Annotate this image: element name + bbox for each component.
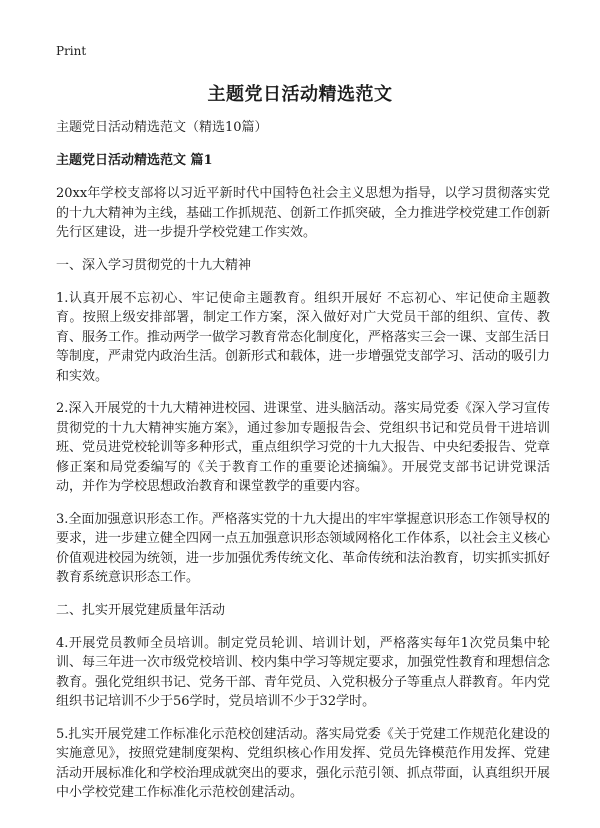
paragraph-item-3: 3.全面加强意识形态工作。严格落实党的十九大提出的牢牢掌握意识形态工作领导权的要求，进一步建立健全四网一点五加强意识形态领域网格化工作体系，以社会主义核心价值观进校园为统领，进一步加强优秀传统文化、革命传统和法治教育，切实抓实抓好教育系统意识形态工作。 <box>56 511 551 585</box>
paragraph-item-2: 2.深入开展党的十九大精神进校园、进课堂、进头脑活动。落实局党委《深入学习宣传贯彻党的十九大精神实施方案》，通过参加专题报告会、党组织书记和党员骨干进培训班、党员进党校轮训等多种形式，重点组织学习党的十九大报告、中央纪委报告、党章修正案和局党委编写的《关于教育工作的重要论述摘编》。开展党支部书记讲党课活动，并作为学校思想政治教育和课堂教学的重要内容。 <box>56 401 551 494</box>
document-body <box>56 118 550 816</box>
paragraph-item-4: 4.开展党员教师全员培训。制定党员轮训、培训计划，严格落实每年1次党员集中轮训、每三年进一次市级党校培训、校内集中学习等规定要求，加强党性教育和理想信念教育。强化党组织书记、党务干部、青年党员、入党积极分子等重点人群教育。年内党组织书记培训不少于56学时，党员培训不少于32学时。 <box>56 635 551 709</box>
intro-paragraph: 20xx年学校支部将以习近平新时代中国特色社会主义思想为指导，以学习贯彻落实党的十九大精神为主线，基础工作抓规范、创新工作抓突破，全力推进学校党建工作创新先行区建设，进一步提升学校党建工作实效。 <box>56 186 551 240</box>
paragraph-item-1: 1.认真开展不忘初心、牢记使命主题教育。组织开展好 不忘初心、牢记使命主题教育。按照上级安排部署，制定工作方案，深入做好对广大党员干部的组织、宣传、教育、服务工作。推动两学一做学习教育常态化制度化，严格落实三会一课、支部生活日等制度，严肃党内政治生活。创新形式和载体，进一步增强党支部学习、活动的吸引力和实效。 <box>56 290 551 384</box>
page-title: 主题党日活动精选范文 <box>207 84 393 105</box>
section-title: 主题党日活动精选范文 篇1 <box>56 153 213 168</box>
document-subtitle: 主题党日活动精选范文（精选10篇） <box>56 120 268 135</box>
heading-one: 一、深入学习贯彻党的十九大精神 <box>56 257 252 273</box>
heading-two: 二、扎实开展党建质量年活动 <box>56 602 226 618</box>
paragraph-item-5: 5.扎实开展党建工作标准化示范校创建活动。落实局党委《关于党建工作规范化建设的实施意见》，按照党建制度架构、党组织核心作用发挥、党员先锋模范作用发挥、党建活动开展标准化和学校治理成就突出的要求，强化示范引领、抓点带面，认真组织开展中小学校党建工作标准化示范校创建活动。 <box>56 726 551 800</box>
print-link[interactable]: Print <box>56 44 87 58</box>
